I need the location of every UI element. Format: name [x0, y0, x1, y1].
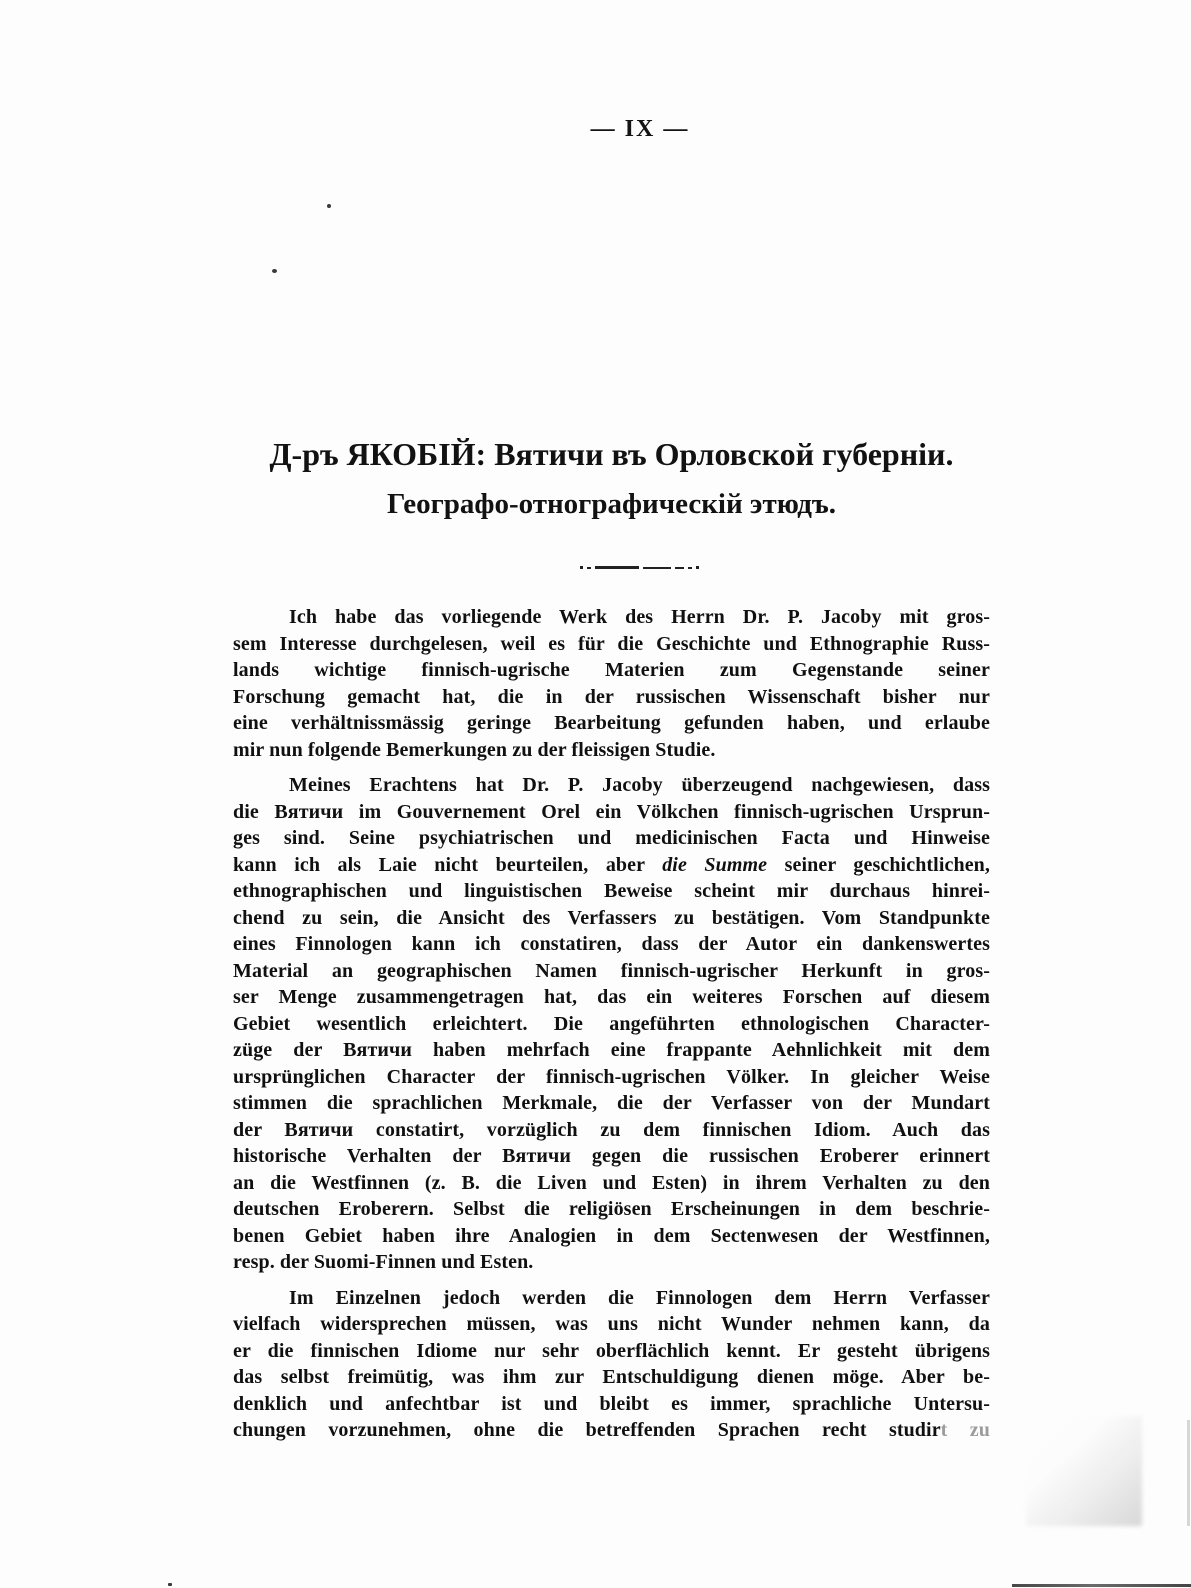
paragraph [233, 772, 990, 1276]
text-line [233, 825, 990, 852]
text-segment: ursprünglichen Character der finnisch-ugrischen Völker. In gleicher Weise [233, 1065, 990, 1088]
text-line [233, 1143, 990, 1170]
text-segment: eines Finnologen kann ich constatiren, dass der Autor ein dankenswertes [233, 933, 990, 955]
text-line [233, 905, 990, 932]
body-text [233, 604, 990, 1444]
text-segment: an die Westfinnen (z. B. die Liven und Esten) in ihrem Verhalten zu den [233, 1171, 990, 1194]
title-block [233, 436, 990, 521]
text-segment: historische Verhalten der Вятичи gegen die russischen Eroberer erinnert [233, 1145, 990, 1167]
text-segment: ser Menge zusammengetragen hat, das ein weiteres Forschen auf diesem [233, 986, 990, 1008]
page-number: — IX — [590, 116, 690, 142]
text-line [233, 737, 990, 764]
text-segment: resp. der Suomi-Finnen und Esten. [233, 1251, 534, 1273]
text-segment: benen Gebiet haben ihre Analogien in dem Sectenwesen der Westfinnen, [233, 1224, 990, 1247]
text-segment: Im Einzelnen jedoch werden die Finnologen dem Herrn Verfasser [289, 1286, 990, 1309]
text-segment: t zu [940, 1419, 991, 1441]
text-segment: deutschen Eroberern. Selbst die religiösen Erscheinungen in dem beschrie- [233, 1198, 990, 1220]
text-segment: das selbst freimütig, was ihm zur Entschuldigung dienen möge. Aber be- [233, 1366, 990, 1388]
text-segment: ges sind. Seine psychiatrischen und medicinischen Facta und Hinweise [233, 827, 990, 849]
text-line [233, 878, 990, 905]
text-segment: lands wichtige finnisch-ugrische Materien zum Gegenstande seiner [233, 659, 990, 681]
text-segment: mir nun folgende Bemerkungen zu der fleissigen Studie. [233, 738, 716, 761]
text-line [233, 958, 990, 985]
paragraph [233, 1285, 990, 1444]
scan-fold-shadow [1026, 1416, 1142, 1526]
text-segment: denklich und anfechtbar ist und bleibt es immer, sprachliche Untersu- [233, 1392, 990, 1415]
text-line [233, 1417, 990, 1444]
document-subtitle: Географо-отнографическій этюдъ. [386, 488, 837, 520]
text-segment: stimmen die sprachlichen Merkmale, die der Verfasser von der Mundart [233, 1092, 990, 1114]
text-line [233, 1011, 990, 1038]
text-segment: kann ich als Laie nicht beurteilen, aber [233, 853, 663, 876]
scan-speck [327, 204, 331, 208]
text-segment: die Summe [662, 853, 768, 876]
text-line [233, 1338, 990, 1365]
text-line [233, 1223, 990, 1250]
text-segment: chungen vorzunehmen, ohne die betreffenden Sprachen recht studir [233, 1419, 941, 1441]
text-line [233, 1249, 990, 1276]
text-line [233, 1037, 990, 1064]
text-line [233, 1090, 990, 1117]
text-segment: Material an geographischen Namen finnisch-ugrischer Herkunft in gros- [233, 959, 990, 982]
text-segment: Gebiet wesentlich erleichtert. Die angeführten ethnologischen Character- [233, 1012, 990, 1035]
text-segment: vielfach widersprechen müssen, was uns nicht Wunder nehmen kann, da [233, 1313, 990, 1335]
text-line [233, 1170, 990, 1197]
scan-edge-line [1012, 1584, 1191, 1587]
text-segment: züge der Вятичи haben mehrfach eine frappante Aehnlichkeit mit dem [233, 1039, 990, 1061]
scan-speck [168, 1583, 172, 1586]
text-line [233, 631, 990, 658]
text-line [233, 657, 990, 684]
text-segment: Forschung gemacht hat, die in der russischen Wissenschaft bisher nur [233, 685, 990, 708]
text-line [233, 604, 990, 631]
text-segment: er die finnischen Idiome nur sehr oberflächlich kennt. Er gesteht übrigens [233, 1339, 990, 1362]
text-segment: seiner geschichtlichen, [767, 853, 990, 876]
text-line [233, 852, 990, 879]
text-segment: eine verhältnissmässig geringe Bearbeitung gefunden haben, und erlaube [233, 712, 990, 734]
text-segment: der Вятичи constatirt, vorzüglich zu dem finnischen Idiom. Auch das [233, 1118, 990, 1141]
paragraph [233, 604, 990, 763]
text-segment: chend zu sein, die Ansicht des Verfassers zu bestätigen. Vom Standpunkte [233, 906, 990, 929]
text-segment: ethnographischen und linguistischen Beweise scheint mir durchaus hinrei- [233, 880, 990, 902]
text-line [233, 799, 990, 826]
text-segment: sem Interesse durchgelesen, weil es für die Geschichte und Ethnographie Russ- [233, 632, 990, 655]
text-line [233, 684, 990, 711]
text-line [233, 984, 990, 1011]
text-line [233, 931, 990, 958]
text-line [233, 1285, 990, 1312]
text-line [233, 1064, 990, 1091]
document-title: Д-ръ ЯКОБІЙ: Вятичи въ Орловской губерніи. [269, 436, 954, 472]
text-line [233, 1391, 990, 1418]
text-line [233, 1196, 990, 1223]
text-line [233, 1364, 990, 1391]
text-segment: die Вятичи im Gouvernement Orel ein Völkchen finnisch-ugrischen Ursprun- [233, 800, 990, 823]
title-divider [580, 566, 702, 569]
text-line [233, 710, 990, 737]
text-line [233, 1311, 990, 1338]
scan-edge-artifact [1187, 1420, 1190, 1526]
text-segment: Ich habe das vorliegende Werk des Herrn Dr. P. Jacoby mit gros- [289, 606, 990, 628]
scan-speck [272, 269, 277, 273]
text-segment: Meines Erachtens hat Dr. P. Jacoby überzeugend nachgewiesen, dass [289, 774, 990, 796]
text-line [233, 1117, 990, 1144]
text-line [233, 772, 990, 799]
